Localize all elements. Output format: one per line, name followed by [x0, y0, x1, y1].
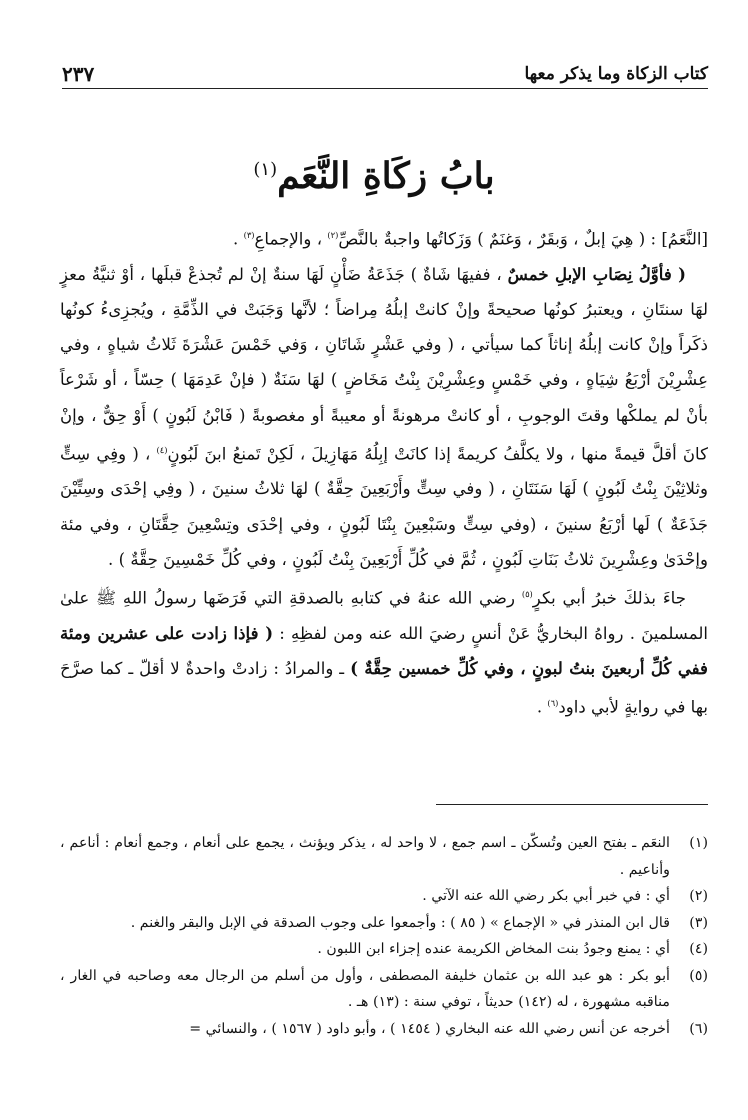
footnote-ref-4: (٤) [156, 444, 168, 455]
footnote-ref-3: (٣) [243, 230, 255, 240]
chapter-title-text: بابُ زكَاةِ النَّعَم [277, 155, 495, 197]
footnote-text: النعَم ـ بفتح العين وتُسكّن ـ اسم جمع ، لا واحد له ، يذكر ويؤنث ، يجمع على أنعام ، وجمع أنعام : أناعم ، وأناعيم . [60, 835, 670, 878]
footnote-text: أبو بكر : هو عبد الله بن عثمان خليفة المصطفى ، وأول من أسلم من الرجال معه وصاحبه في الغار ، مناقبه مشهورة ، له (١٤٢) حديثاً ، توفي سنة : (١٣) هـ . [60, 967, 670, 1010]
nisab-heading: ( فأوَّلُ نِصَابِ الإبلِ خمسٌ [507, 263, 686, 284]
running-title: كتاب الزكاة وما يذكر معها [524, 64, 708, 84]
footnote-item [60, 936, 708, 963]
footnote-divider [436, 804, 708, 805]
footnote-number: (٦) [689, 1020, 708, 1037]
nisab-text: ، ففيهَا شَاةٌ ) جَذَعَةُ ضَأْنٍ لَهَا سنةٌ إنْ لم تُجذعْ قبلَها ، أوْ ثنيَّةُ معزٍ لهَا سنتَانِ ، ويعتبرُ كونُها صحيحةً وإنْ كانتْ إبلُهُ مِراضاً ؛ لأنَّها وَجَبَتْ في الذِّمَّةِ ، ويُجزِىءُ كونُها ذكَراً وإنْ كانت إبلُهُ إناثاً كما سيأتي ، ( وفي عَشْرٍ شَاتَانِ ، وَفي خَمْسَ عَشْرَةَ ثَلاثُ شياهٍ ، وفي عِشْرِيْنَ أرْبَعُ شِيَاهٍ ، وفي خَمْسٍ وعِشْرِيْنَ بِنْتُ مَخَاضٍ ) لهَا سَنَةٌ ( فإنْ عَدِمَهَا ) حِسّاً ، أو شَرْعاً بأنْ لم يملكْها وقتَ الوجوبِ ، أو كانتْ مرهونةً أو معيبةً أو مغصوبةً ( فَابْنُ لَبُونٍ ) أَوْ حِقٌّ ، وإنْ كانَ أقلَّ قيمةً منها ، ولا يكلَّفُ كريمةً إذا كانَتْ إبِلُهُ مَهَازِيلَ ، لَكِنْ تَمنعُ ابنَ لَبُونٍ [60, 264, 709, 464]
nisab-text-2: ، ( وفِي سِتٍّ وثلاثِيْنَ بِنْتُ لَبُونٍ ) لَهَا سَنَتَانِ ، ( وفي سِتٍّ وأَرْبَعِينَ حِقَّةٌ ) لهَا ثلاثُ سنينَ ، ( وفِي إحْدَى وسِتِّيْنَ جَذَعَةٌ ) لَها أرْبَعُ سنينَ ، (وفي سِتٍّ وسَبْعِينَ بِنْتَا لَبُونٍ ، وفي إحْدَى وتِسْعِينَ حِقَّتَانِ ، وفي مئة وإحْدَىٰ وعِشْرِينَ ثلاثُ بَنَاتِ لَبُونٍ ، ثُمَّ في كُلِّ أَرْبَعِينَ بِنْتُ لَبُونٍ ، وفي كُلِّ خَمْسِينَ حِقَّةٌ ) . [60, 444, 708, 569]
footnotes [60, 830, 708, 1042]
footnote-number: (٢) [689, 888, 708, 904]
paragraph-evidence [60, 577, 708, 725]
footnote-item [60, 963, 708, 1016]
footnote-item [60, 1016, 708, 1043]
chapter-title [40, 140, 708, 206]
footnote-number: (٣) [689, 914, 708, 931]
evidence-text-3: ـ والمرادُ : زادتْ واحدةٌ لا أقلّ ـ كما صرَّحَ بها في روايةٍ لأبي داود [60, 659, 708, 717]
main-text [60, 218, 708, 725]
footnote-number: (١) [689, 835, 708, 851]
footnote-ref-6: (٦) [547, 698, 559, 709]
evidence-text-2: رضي الله عنهُ في كتابهِ بالصدقةِ التي فَرَضَها رسولُ اللهِ ﷺ علىٰ المسلمينَ . رواهُ البخاريُّ عَنْ أنسٍ رضيَ الله عنه ومن لفظِهِ : [60, 588, 708, 643]
footnote-item [60, 830, 708, 883]
footnote-item [60, 910, 708, 937]
running-header [62, 54, 708, 89]
evidence-text: جاءَ بذلكَ خبرُ أبي بكرٍ [532, 588, 686, 608]
footnote-item [60, 883, 708, 910]
footnote-text: أي : في خبر أبي بكر رضي الله عنه الآتي . [422, 888, 670, 904]
footnote-number: (٤) [689, 941, 708, 957]
page-number: ٢٣٧ [62, 62, 95, 86]
definition-end: . [233, 229, 239, 249]
chapter-footnote-ref: (١) [253, 159, 278, 180]
footnote-text: أي : يمنع وجودُ بنت المخاض الكريمة عنده إجزاء ابن اللبون . [317, 941, 670, 957]
footnote-ref-2: (٢) [327, 230, 339, 240]
footnote-number: (٥) [689, 967, 708, 984]
definition-text-2: ، والإجماعِ [254, 229, 328, 249]
paragraph-camel-nisab [60, 257, 708, 577]
footnote-text: أخرجه عن أنس رضي الله عنه البخاري ( ١٤٥٤ ) ، وأبو داود ( ١٥٦٧ ) ، والنسائي = [189, 1020, 670, 1037]
hadith-quote: ( فإذا زادت على عشرين ومئة ففي كُلِّ أربعينَ بنتُ لبونٍ ، وفي كُلِّ خمسين حِقَّةٌ ) [60, 622, 708, 679]
footnote-ref-5: (٥) [521, 589, 533, 600]
paragraph-definition [60, 218, 708, 257]
evidence-end: . [536, 697, 548, 717]
footnote-text: قال ابن المنذر في « الإجماع » ( ٨٥ ) : وأجمعوا على وجوب الصدقة في الإبل والبقر والغنم . [130, 914, 670, 931]
definition-text: [النَّعَمُ] : ( هِيَ إبلٌ ، وَبقَرٌ ، وَغنَمٌ ) وَزَكاتُها واجبةٌ بالنَّصِّ [338, 229, 708, 249]
